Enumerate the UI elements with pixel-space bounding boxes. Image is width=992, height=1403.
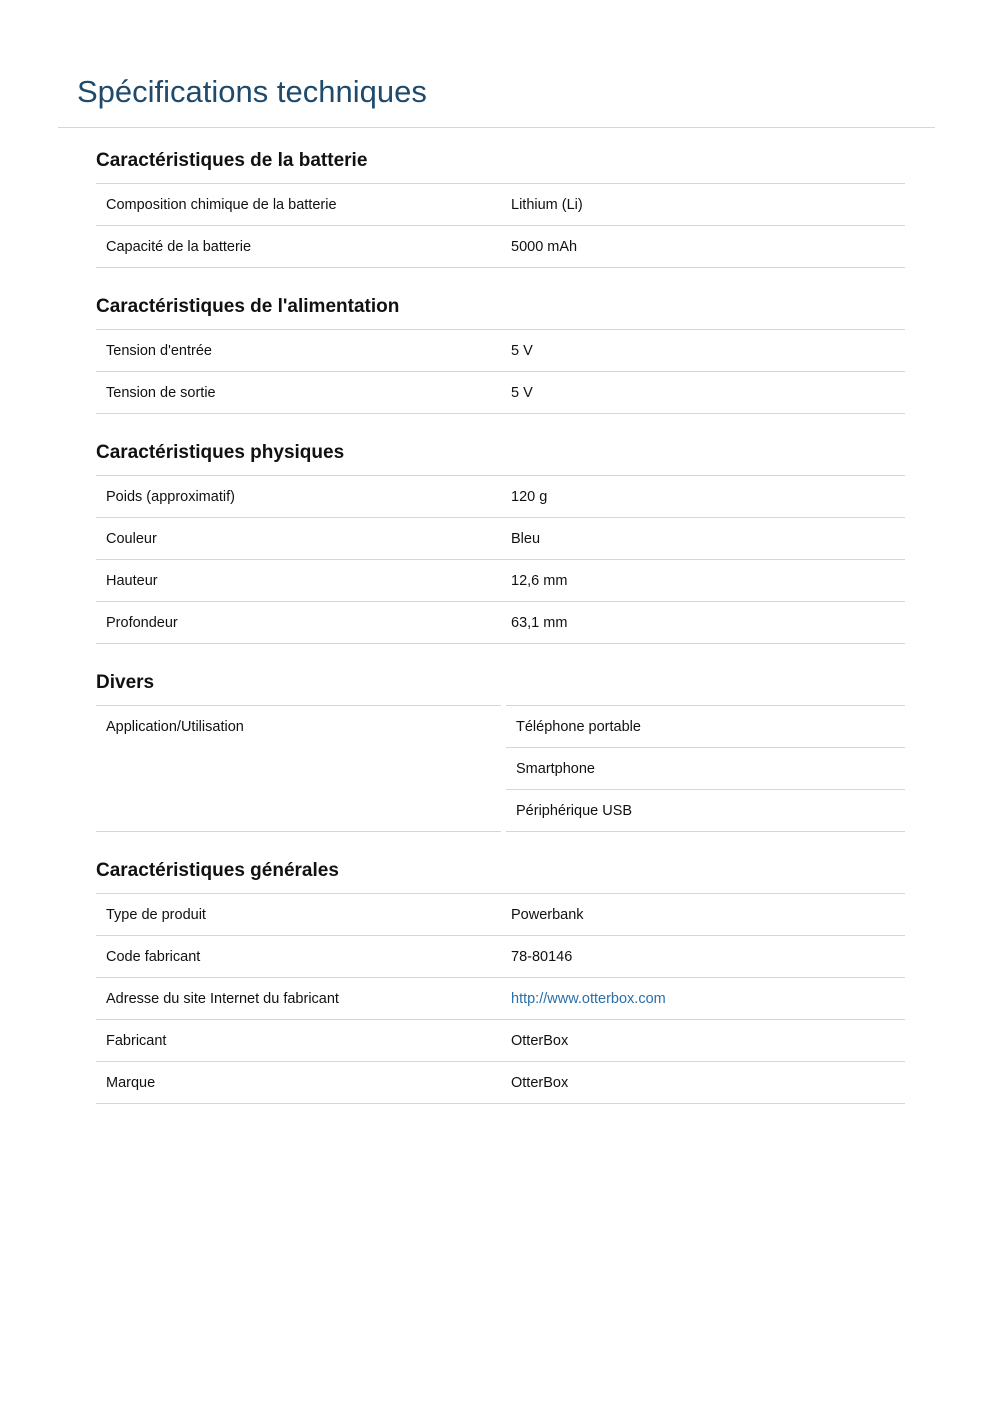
spec-name: Composition chimique de la batterie [96, 184, 501, 226]
spec-section [96, 286, 905, 414]
spec-table [96, 475, 905, 644]
spec-section [96, 140, 905, 268]
spec-name: Hauteur [96, 560, 501, 602]
table-row [96, 936, 905, 978]
table-row [96, 978, 905, 1020]
spec-value: 5000 mAh [501, 226, 905, 268]
section-title: Caractéristiques de la batterie [96, 150, 368, 171]
spec-name: Poids (approximatif) [96, 476, 501, 518]
spec-value: 5 V [501, 330, 905, 372]
spec-table [96, 893, 905, 1104]
spec-value: Téléphone portable [504, 706, 906, 748]
spec-section [96, 432, 905, 644]
section-title: Divers [96, 672, 155, 693]
table-row [96, 1020, 905, 1062]
table-row [96, 184, 905, 226]
spec-name: Fabricant [96, 1020, 501, 1062]
spec-name: Marque [96, 1062, 501, 1104]
table-row [96, 518, 905, 560]
table-row [96, 602, 905, 644]
spec-value: 120 g [501, 476, 905, 518]
spec-name: Tension de sortie [96, 372, 501, 414]
spec-table [96, 705, 905, 832]
spec-value: Bleu [501, 518, 905, 560]
spec-value: Périphérique USB [504, 790, 906, 832]
spec-value: 78-80146 [501, 936, 905, 978]
manufacturer-website-link[interactable]: http://www.otterbox.com [511, 990, 666, 1007]
spec-value: 12,6 mm [501, 560, 905, 602]
title-divider [58, 127, 935, 128]
spec-value: Smartphone [504, 748, 906, 790]
table-row [96, 560, 905, 602]
table-row [96, 226, 905, 268]
section-title: Caractéristiques générales [96, 860, 339, 881]
spec-section [96, 662, 905, 832]
spec-name: Type de produit [96, 894, 501, 936]
spec-name: Capacité de la batterie [96, 226, 501, 268]
page-title: Spécifications techniques [77, 74, 427, 109]
section-title: Caractéristiques physiques [96, 442, 345, 463]
spec-name: Profondeur [96, 602, 501, 644]
spec-value: OtterBox [501, 1020, 905, 1062]
spec-table [96, 183, 905, 268]
table-row [96, 476, 905, 518]
spec-value [501, 978, 905, 1020]
table-row [96, 1062, 905, 1104]
spec-name: Application/Utilisation [96, 706, 504, 832]
table-row [96, 330, 905, 372]
spec-name: Couleur [96, 518, 501, 560]
spec-name: Adresse du site Internet du fabricant [96, 978, 501, 1020]
table-row [96, 372, 905, 414]
spec-value: 63,1 mm [501, 602, 905, 644]
table-row [96, 706, 905, 748]
spec-section [96, 850, 905, 1104]
spec-value: 5 V [501, 372, 905, 414]
spec-name: Tension d'entrée [96, 330, 501, 372]
section-title: Caractéristiques de l'alimentation [96, 296, 400, 317]
spec-value: Powerbank [501, 894, 905, 936]
spec-sections [96, 140, 905, 1122]
spec-value: Lithium (Li) [501, 184, 905, 226]
table-row [96, 894, 905, 936]
spec-name: Code fabricant [96, 936, 501, 978]
spec-value: OtterBox [501, 1062, 905, 1104]
spec-table [96, 329, 905, 414]
